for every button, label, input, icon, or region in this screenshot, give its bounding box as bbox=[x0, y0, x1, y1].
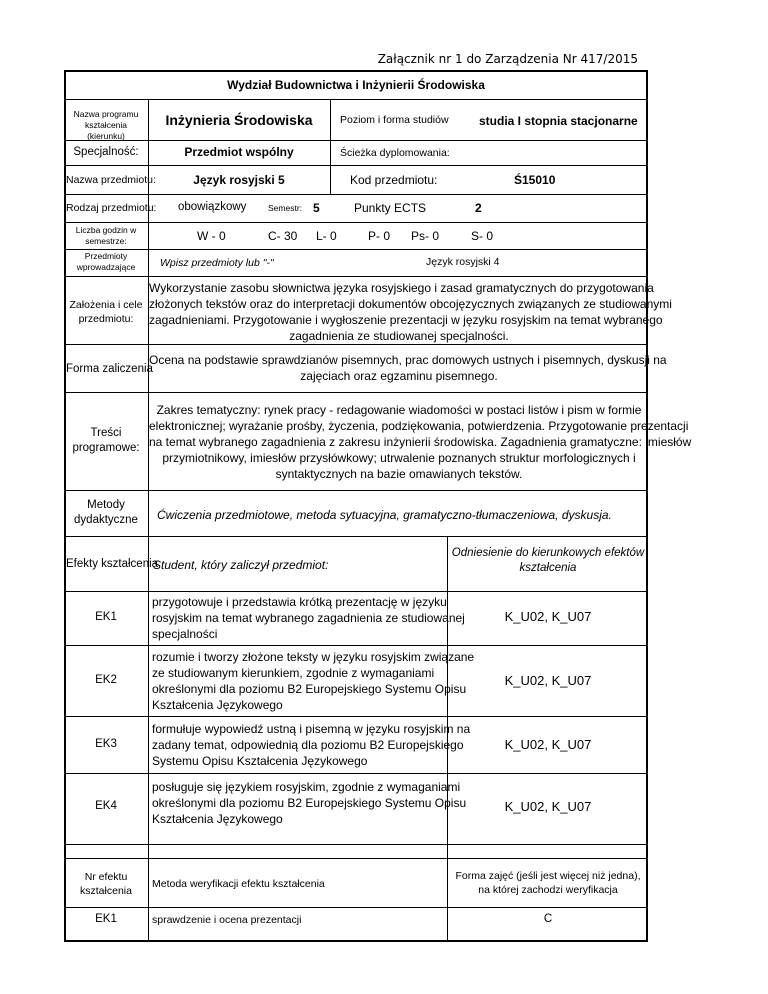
level-value: studia I stopnia stacjonarne bbox=[479, 114, 638, 128]
type-value: obowiązkowy bbox=[178, 201, 247, 213]
program-label: Nazwa programu kształcenia (kierunku) bbox=[73, 109, 139, 141]
specialty-label: Specjalność: bbox=[73, 146, 139, 158]
verification-id-ek1: EK1 bbox=[95, 913, 117, 925]
level-label: Poziom i forma studiów bbox=[340, 114, 449, 126]
code-label: Kod przedmiotu: bbox=[350, 173, 438, 187]
specialty-value: Przedmiot wspólny bbox=[184, 145, 294, 159]
hours-w: W - 0 bbox=[197, 229, 226, 243]
course-label: Nazwa przedmiotu: bbox=[66, 174, 156, 186]
verification-id-header: Nr efektu kształcenia bbox=[80, 871, 132, 897]
hours-p: P- 0 bbox=[368, 229, 391, 243]
effects-student: Student, który zaliczył przedmiot: bbox=[153, 558, 329, 572]
effect-ref-ek3: K_U02, K_U07 bbox=[504, 737, 592, 752]
path-label: Ścieżka dyplomowania: bbox=[340, 147, 450, 159]
course-value: Język rosyjski 5 bbox=[193, 173, 285, 187]
effect-desc-ek4: posługuje się językiem rosyjskim, zgodnie z wymaganiami określonymi dla poziomu B2 Europejskiego Systemu Opisu Kształcenia Językowego bbox=[152, 780, 467, 826]
effect-desc-ek3: formułuje wypowiedź ustną i pisemną w języku rosyjskim na zadany temat, odpowiednią dla poziomu B2 Europejskiego Systemu Opisu Kształcenia Językowego bbox=[152, 722, 471, 768]
effects-label: Efekty kształcenia bbox=[66, 558, 159, 570]
faculty-title: Wydział Budownictwa i Inżynierii Środowiska bbox=[227, 78, 485, 92]
hours-c: C- 30 bbox=[268, 229, 298, 243]
ects-value: 2 bbox=[475, 201, 482, 215]
effect-id-ek4: EK4 bbox=[95, 800, 117, 812]
ects-label: Punkty ECTS bbox=[354, 201, 427, 215]
hours-s: S- 0 bbox=[471, 229, 494, 243]
verification-method-ek1: sprawdzenie i ocena prezentacji bbox=[152, 914, 302, 926]
semester-label: Semestr: bbox=[268, 203, 303, 213]
hours-l: L- 0 bbox=[316, 229, 337, 243]
effect-desc-ek1: przygotowuje i przedstawia krótką prezentację w języku rosyjskim na temat wybranego zagadnienia ze studiowanej specjalności bbox=[152, 595, 465, 641]
prereq-hint: Wpisz przedmioty lub "-" bbox=[160, 257, 274, 269]
effects-ref-header: Odniesienie do kierunkowych efektów kształcenia bbox=[451, 547, 645, 574]
verification-form-header: Forma zajęć (jeśli jest więcej niż jedna), na której zachodzi weryfikacja bbox=[455, 870, 641, 896]
program-value: Inżynieria Środowiska bbox=[165, 112, 313, 128]
attachment-note: Załącznik nr 1 do Zarządzenia Nr 417/2015 bbox=[377, 52, 638, 66]
assessment-label: Forma zaliczenia bbox=[66, 363, 153, 375]
verification-form-ek1: C bbox=[543, 913, 553, 925]
effect-id-ek3: EK3 bbox=[95, 738, 117, 750]
content-label: Treści programowe: bbox=[72, 427, 140, 454]
prereq-value: Język rosyjski 4 bbox=[426, 256, 500, 268]
effect-ref-ek2: K_U02, K_U07 bbox=[504, 673, 592, 688]
methods-label: Metody dydaktyczne bbox=[74, 499, 138, 526]
type-label: Rodzaj przedmiotu: bbox=[66, 202, 157, 214]
semester-value: 5 bbox=[313, 201, 320, 215]
content-text: Zakres tematyczny: rynek pracy - redagowanie wiadomości w postaci listów i pism w formie elektronicznej; wyrażanie prośby, życzenia, podziękowania, potwierdzenia. Przygotowanie prezentacji na temat wybranego zagadnienia z zakresu inżynierii środowiska. Zagadnienia gramatyczne: imiesłów przymiotnikowy, imiesłów przysłówkowy; utrwalenie poznanych struktur morfologicznych i syntaktycznych na bazie omawianych tekstów. bbox=[149, 403, 692, 481]
effect-id-ek1: EK1 bbox=[95, 611, 117, 623]
assessment-text: Ocena na podstawie sprawdzianów pisemnych, prac domowych ustnych i pisemnych, dyskusji na zajęciach oraz egzaminu pisemnego. bbox=[149, 353, 667, 383]
goals-label: Założenia i cele przedmiotu: bbox=[69, 299, 143, 325]
effect-ref-ek1: K_U02, K_U07 bbox=[504, 609, 592, 624]
code-value: Ś15010 bbox=[514, 173, 556, 187]
effect-desc-ek2: rozumie i tworzy złożone teksty w języku rosyjskim związane ze studiowanym kierunkiem, zgodnie z wymaganiami określonymi dla poziomu B2 Europejskiego Systemu Opisu Kształcenia Językowego bbox=[152, 650, 475, 712]
hours-label: Liczba godzin w semestrze: bbox=[75, 225, 137, 246]
hours-ps: Ps- 0 bbox=[411, 229, 440, 243]
methods-value: Ćwiczenia przedmiotowe, metoda sytuacyjna, gramatyczno-tłumaczeniowa, dyskusja. bbox=[157, 508, 612, 522]
goals-text: Wykorzystanie zasobu słownictwa języka rosyjskiego i zasad gramatycznych do przygotowania złożonych tekstów oraz do interpretacji dokumentów obcojęzycznych związanych ze studiowanymi zagadnieniami. Przygotowanie i wygłoszenie prezentacji w języku rosyjskim na temat wybranego zagadnienia ze studiowanej specjalności. bbox=[149, 281, 672, 343]
effect-ref-ek4: K_U02, K_U07 bbox=[504, 799, 592, 814]
effect-id-ek2: EK2 bbox=[95, 674, 117, 686]
verification-method-header: Metoda weryfikacji efektu kształcenia bbox=[152, 878, 325, 890]
prereq-label: Przedmioty wprowadzające bbox=[76, 251, 136, 272]
